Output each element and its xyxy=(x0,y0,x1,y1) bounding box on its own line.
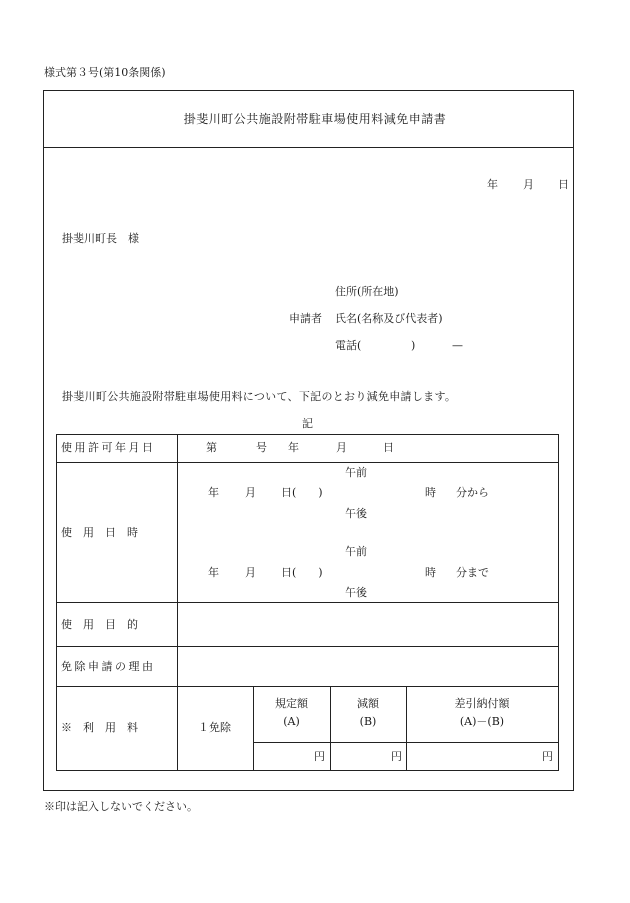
usage-datetime-label: 使 用 日 時 xyxy=(61,526,138,539)
date-year-label: 年 xyxy=(487,178,498,191)
reduction-header: 減額 xyxy=(357,697,379,710)
fee-label: ※ 利 用 料 xyxy=(61,721,138,734)
table-row-divider xyxy=(56,646,559,647)
regular-fee-header: 規定額 xyxy=(275,697,308,710)
start-month: 月 xyxy=(245,486,256,499)
applicant-label: 申請者 xyxy=(289,312,322,325)
start-minute-from: 分から xyxy=(456,486,489,499)
name-label: 氏名(名称及び代表者) xyxy=(335,312,443,325)
end-month: 月 xyxy=(245,566,256,579)
request-statement: 掛斐川町公共施設附帯駐車場使用料について、下記のとおり減免申請します。 xyxy=(62,390,457,403)
table-right-border xyxy=(558,434,559,770)
end-minute-until: 分まで xyxy=(456,566,489,579)
table-row-divider xyxy=(56,462,559,463)
start-hour: 時 xyxy=(425,486,436,499)
regular-fee-mark: (A) xyxy=(283,715,300,728)
label-column-divider xyxy=(177,434,178,770)
table-top-border xyxy=(56,434,559,435)
phone-label: 電話( xyxy=(335,339,362,352)
end-am: 午前 xyxy=(345,545,367,558)
table-row-divider xyxy=(56,602,559,603)
permit-month: 月 xyxy=(336,441,347,454)
permit-date-label: 使用許可年月日 xyxy=(61,441,156,454)
phone-dash: — xyxy=(452,339,463,352)
date-month-label: 月 xyxy=(523,178,534,191)
reduction-mark: (B) xyxy=(359,715,377,728)
difference-mark: (A)－(B) xyxy=(459,715,505,728)
title-divider xyxy=(43,147,574,148)
reduction-yen: 円 xyxy=(391,750,402,763)
addressee: 掛斐川町長 様 xyxy=(62,232,139,245)
exemption-reason-label: 免除申請の理由 xyxy=(61,660,156,673)
start-day-weekday: 日( ) xyxy=(281,486,323,499)
table-left-border xyxy=(56,434,57,770)
end-pm: 午後 xyxy=(345,586,367,599)
footer-note: ※印は記入しないでください。 xyxy=(44,800,198,813)
end-year: 年 xyxy=(208,566,219,579)
table-row-divider xyxy=(56,686,559,687)
start-am: 午前 xyxy=(345,466,367,479)
address-label: 住所(所在地) xyxy=(335,285,399,298)
exemption-one: １免除 xyxy=(198,721,231,734)
phone-paren-close: ) xyxy=(411,339,416,352)
ki-label: 記 xyxy=(302,417,313,430)
permit-dai: 第 xyxy=(206,441,217,454)
usage-purpose-label: 使 用 目 的 xyxy=(61,618,138,631)
table-bottom-border xyxy=(56,770,559,771)
end-day-weekday: 日( ) xyxy=(281,566,323,579)
start-year: 年 xyxy=(208,486,219,499)
form-number: 様式第３号(第10条関係) xyxy=(44,66,166,79)
permit-year: 年 xyxy=(288,441,299,454)
difference-header: 差引納付額 xyxy=(454,697,510,710)
form-title: 掛斐川町公共施設附帯駐車場使用料減免申請書 xyxy=(183,112,447,126)
end-hour: 時 xyxy=(425,566,436,579)
date-day-label: 日 xyxy=(558,178,569,191)
difference-yen: 円 xyxy=(542,750,553,763)
regular-fee-yen: 円 xyxy=(314,750,325,763)
permit-day: 日 xyxy=(383,441,394,454)
permit-go: 号 xyxy=(256,441,267,454)
start-pm: 午後 xyxy=(345,507,367,520)
